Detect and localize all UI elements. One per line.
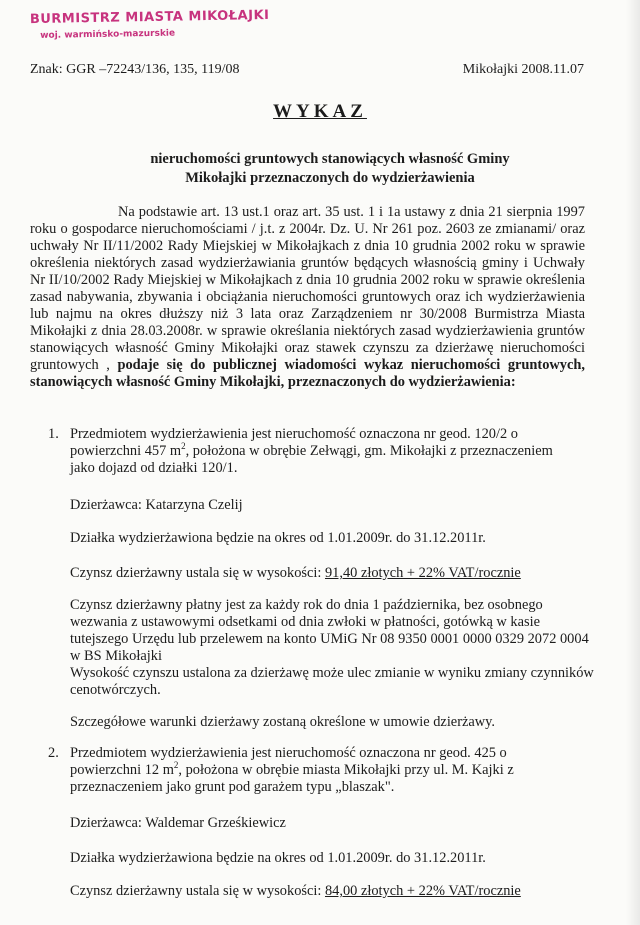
- document-title-text: WYKAZ: [273, 101, 367, 122]
- intro-text: Na podstawie art. 13 ust.1 oraz art. 35 ust. 1 i 1a ustawy z dnia 21 sierpnia 1997 roku o gospodarce nieruchomościami / j.t. z 2004r. Dz. U. Nr 261 poz. 2603 ze zmianami/ oraz uchwały Nr II/11/2002 Rady Miejskiej w Mikołajkach z dnia 10 grudnia 2002 roku w sprawie określenia niektórych zasad wydzierżawiania gruntów będących własnością gminy i Uchwały Nr II/10/2002 Rady Miejskiej w Mikołajkach z dnia 10 grudnia 2002 roku w sprawie określenia zasad nabywania, zbywania i obciążania nieruchomości gruntowych oraz ich wydzierżawienia lub najmu na okres dłuższy niż 3 lata oraz Zarządzeniem nr 30/2008 Burmistrza Miasta Mikołajki z dnia 28.03.2008r. w sprawie określania niektórych zasad wydzierżawienia gruntów stanowiących własność Gminy Mikołajki oraz stawek czynszu za dzierżawę nieruchomości gruntowych ,: [30, 204, 585, 373]
- item-1-rent: [70, 565, 600, 582]
- item-2-desc-a: Przedmiotem wydzierżawienia jest nieruchomość oznaczona nr geod. 425 o powierzchni 12 m: [70, 745, 507, 778]
- item-2-rent-value: 84,00 złotych + 22% VAT/rocznie: [324, 883, 521, 899]
- stamp-line-1: BURMISTRZ MIASTA MIKOŁAJKI: [29, 7, 270, 28]
- item-1-desc-b: , położona w obrębie Zełwągi, gm. Mikołajki z przeznaczeniem jako dojazd od działki 120/1.: [70, 443, 553, 476]
- item-1-details: Szczegółowe warunki dzierżawy zostaną określone w umowie dzierżawy.: [70, 714, 496, 730]
- item-1-payment: Czynsz dzierżawny płatny jest za każdy rok do dnia 1 października, bez osobnego wezwania z ustawowymi odsetkami od dnia zwłoki w płatności, gotówką w kasie tutejszego Urzędu lub przelewem na konto UMiG Nr 08 9350 0001 0000 0329 2072 0004 w BS Mikołajki: [70, 597, 589, 664]
- item-2-desc-b: , położona w obrębie miasta Mikołajki przy ul. M. Kajki z przeznaczeniem jako grunt pod garażem typu „blaszak".: [70, 762, 514, 795]
- item-1-desc-a: Przedmiotem wydzierżawienia jest nieruchomość oznaczona nr geod. 120/2 o powierzchni 457 m: [70, 426, 518, 459]
- item-2-rent: [70, 883, 600, 900]
- stamp-line-2: woj. warmińsko-mazurskie: [40, 28, 176, 41]
- list-item-2-description: [48, 745, 578, 796]
- place-date: Mikołajki 2008.11.07: [462, 62, 584, 77]
- item-2-period: Działka wydzierżawiona będzie na okres od 1.01.2009r. do 31.12.2011r.: [70, 850, 486, 866]
- document-subtitle: nieruchomości gruntowych stanowiących własność Gminy Mikołajki przeznaczonych do wydzierżawienia: [150, 151, 510, 186]
- item-1-tenant: Dzierżawca: Katarzyna Czelij: [70, 497, 243, 513]
- item-1-rent-label: Czynsz dzierżawny ustala się w wysokości:: [70, 565, 322, 581]
- scan-edge-shadow: [626, 0, 640, 925]
- reference-number: Znak: GGR –72243/136, 135, 119/08: [30, 62, 240, 77]
- list-item-1-number: 1.: [48, 426, 59, 442]
- document-title: [0, 101, 640, 123]
- item-1-period: Działka wydzierżawiona będzie na okres od 1.01.2009r. do 31.12.2011r.: [70, 530, 486, 546]
- item-1-desc-sup: 2: [181, 441, 186, 452]
- intro-paragraph: [30, 204, 585, 391]
- list-item-2-number: 2.: [48, 745, 59, 761]
- office-stamp: [30, 8, 270, 41]
- intro-bold-text: podaje się do publicznej wiadomości wykaz nieruchomości gruntowych, stanowiących własność Gminy Mikołajki, przeznaczonych do wydzierżawienia:: [30, 357, 585, 390]
- item-2-rent-label: Czynsz dzierżawny ustala się w wysokości:: [70, 883, 322, 899]
- item-2-tenant: Dzierżawca: Waldemar Grześkiewicz: [70, 815, 286, 831]
- item-1-rent-value: 91,40 złotych + 22% VAT/rocznie: [324, 565, 521, 581]
- item-1-change: Wysokość czynszu ustalona za dzierżawę może ulec zmianie w wyniku zmiany czynników cenotwórczych.: [70, 665, 594, 698]
- item-2-desc-sup: 2: [173, 760, 179, 771]
- list-item-1-description: [48, 426, 578, 477]
